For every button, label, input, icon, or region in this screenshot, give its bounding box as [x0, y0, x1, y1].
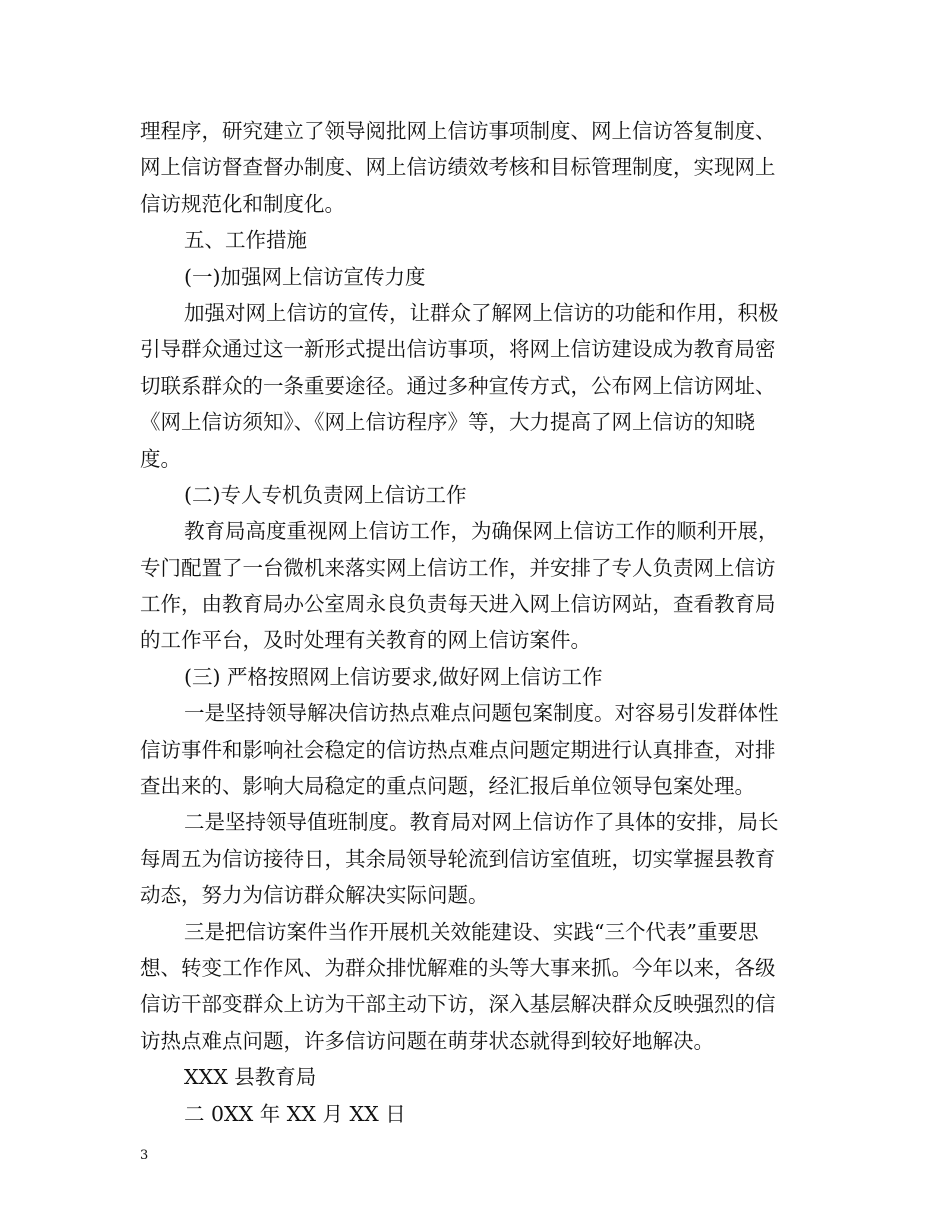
- text-line: 每周五为信访接待日，其余局领导轮流到信访室值班，切实掌握县教育: [140, 846, 776, 871]
- text-line: 想、转变工作作风、为群众排忧解难的头等大事来抓。今年以来，各级: [140, 955, 776, 980]
- page-number: 3: [140, 1148, 149, 1163]
- text-line: 网上信访督查督办制度、网上信访绩效考核和目标管理制度，实现网上: [140, 155, 776, 180]
- text-line: 二是坚持领导值班制度。教育局对网上信访作了具体的安排，局长: [184, 810, 779, 835]
- text-line: (二)专人专机负责网上信访工作: [184, 482, 467, 507]
- text-line: 查出来的、影响大局稳定的重点问题，经汇报后单位领导包案处理。: [140, 774, 755, 799]
- text-line: 五、工作措施: [184, 228, 307, 253]
- document-body: [140, 113, 812, 1132]
- text-line: 理程序，研究建立了领导阅批网上信访事项制度、网上信访答复制度、: [140, 119, 776, 143]
- text-line: 《网上信访须知》、《网上信访程序》等，大力提高了网上信访的知晓: [140, 410, 755, 435]
- text-line: (一)加强网上信访宣传力度: [184, 264, 426, 289]
- text-line: 二 0XX 年 XX 月 XX 日: [184, 1101, 406, 1126]
- text-line: 一是坚持领导解决信访热点难点问题包案制度。对容易引发群体性: [184, 701, 779, 726]
- text-line: 三是把信访案件当作开展机关效能建设、实践“三个代表”重要思: [184, 919, 759, 944]
- text-line: 切联系群众的一条重要途径。通过多种宣传方式，公布网上信访网址、: [140, 373, 776, 398]
- text-line: (三) 严格按照网上信访要求,做好网上信访工作: [184, 664, 603, 689]
- text-line: 访热点难点问题，许多信访问题在萌芽状态就得到较好地解决。: [140, 1028, 714, 1053]
- text-line: 加强对网上信访的宣传，让群众了解网上信访的功能和作用，积极: [184, 300, 779, 325]
- text-line: XXX 县教育局: [184, 1065, 317, 1090]
- text-line: 专门配置了一台微机来落实网上信访工作，并安排了专人负责网上信访: [140, 555, 776, 580]
- text-line: 工作，由教育局办公室周永良负责每天进入网上信访网站，查看教育局: [140, 592, 776, 617]
- text-line: 信访事件和影响社会稳定的信访热点难点问题定期进行认真排查，对排: [140, 737, 776, 762]
- text-line: 的工作平台，及时处理有关教育的网上信访案件。: [140, 628, 591, 653]
- text-line: 教育局高度重视网上信访工作，为确保网上信访工作的顺利开展，: [184, 519, 779, 544]
- text-line: 动态，努力为信访群众解决实际问题。: [140, 883, 489, 908]
- text-line: 信访规范化和制度化。: [140, 191, 345, 216]
- text-line: 度。: [140, 446, 181, 471]
- text-line: 引导群众通过这一新形式提出信访事项，将网上信访建设成为教育局密: [140, 337, 776, 362]
- text-line: 信访干部变群众上访为干部主动下访，深入基层解决群众反映强烈的信: [140, 992, 776, 1017]
